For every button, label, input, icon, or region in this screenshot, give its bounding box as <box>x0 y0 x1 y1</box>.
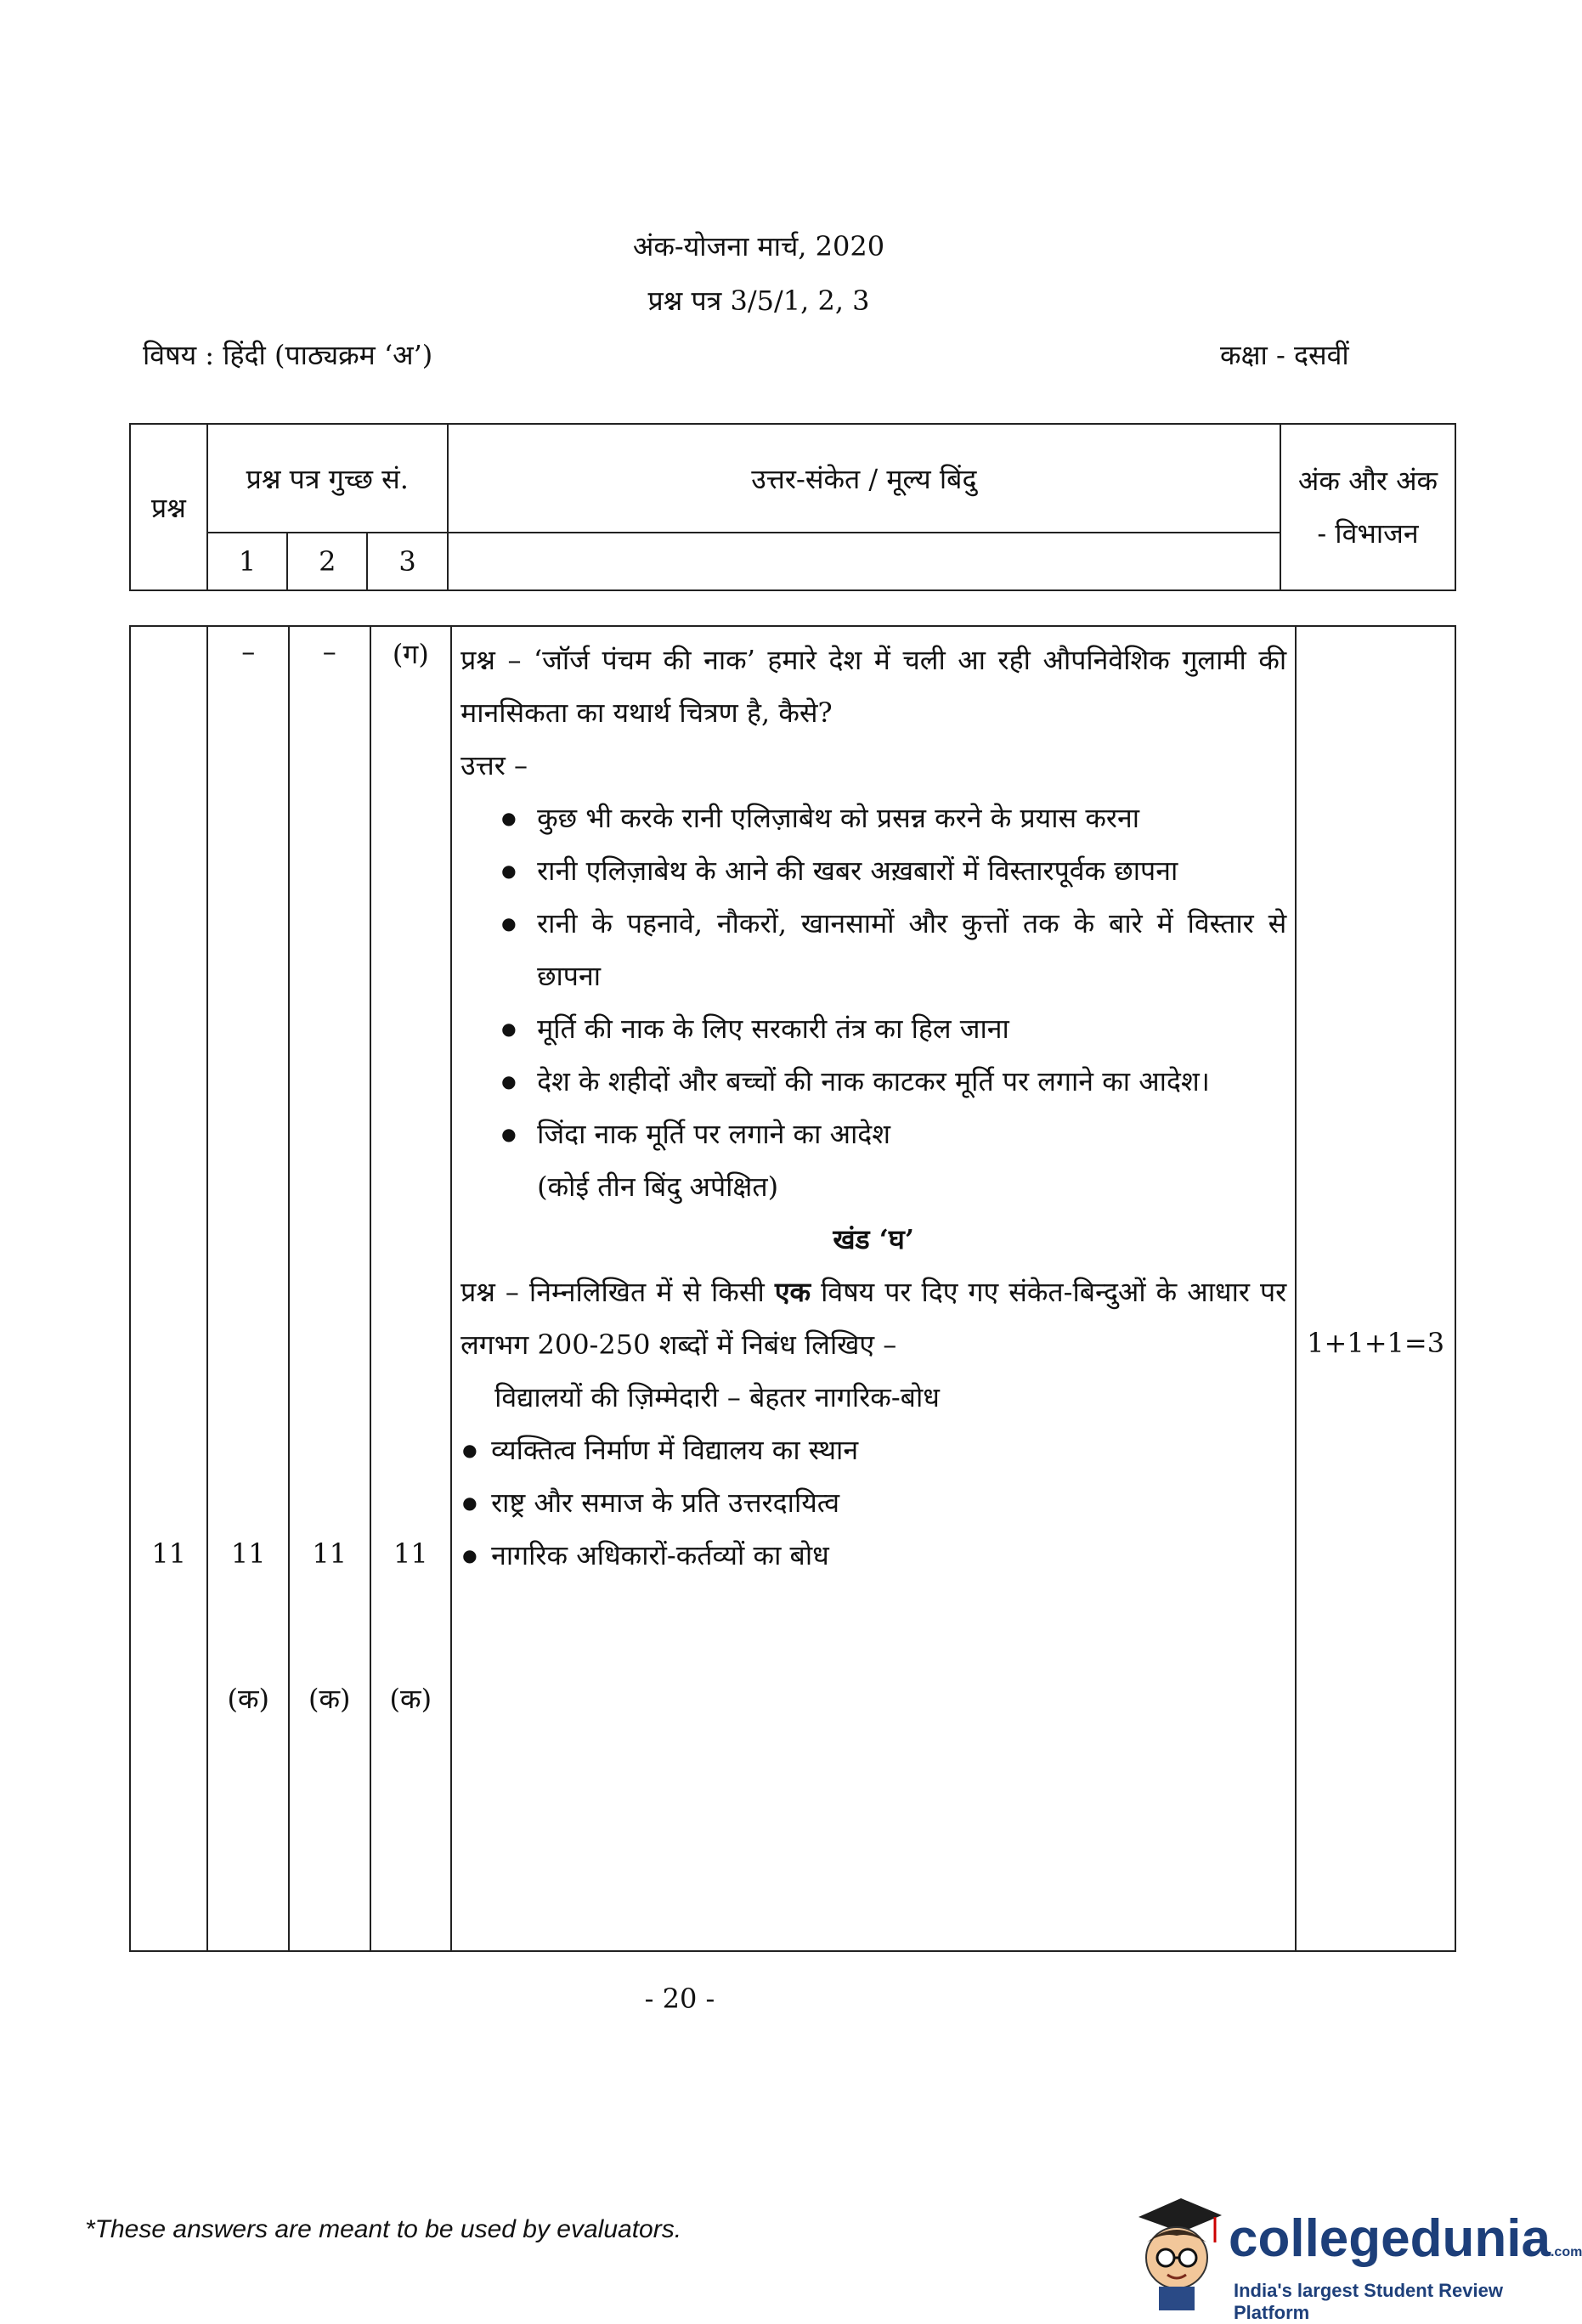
empty-answer-cell <box>448 533 1280 590</box>
marks-value: 1+1+1=3 <box>1307 1327 1445 1359</box>
scheme-title: अंक-योजना मार्च, 2020 <box>632 230 885 262</box>
col-marks-header: अंक और अंक - विभाजन <box>1280 424 1455 590</box>
subject-label: विषय : हिंदी (पाठ्यक्रम ‘अ’) <box>143 339 433 371</box>
answer-point: ● रानी के पहनावे, नौकरों, खानसामों और कुत्तों तक के बारे में विस्तार से छापना <box>500 897 1286 1002</box>
answer-table <box>129 625 1456 1952</box>
evaluator-note: *These answers are meant to be used by evaluators. <box>85 2215 682 2243</box>
answer-points <box>460 792 1286 1213</box>
set1-sub: (क) <box>227 1683 270 1715</box>
set2-number: 11 <box>312 1537 347 1570</box>
essay-question-post: विषय पर दिए गए संकेत-बिन्दुओं के आधार पर लगभग 200-250 शब्दों में निबंध लिखिए – <box>460 1276 1287 1361</box>
set-number-2: 2 <box>287 533 367 590</box>
set2-cell <box>289 626 370 1951</box>
col-question-header: प्रश्न <box>130 424 207 590</box>
set1-number: 11 <box>230 1537 266 1570</box>
set2-sub: (क) <box>308 1683 351 1715</box>
set3-block1: (ग) <box>392 638 429 670</box>
answer-point: ● रानी एलिज़ाबेथ के आने की खबर अख़बारों में विस्तारपूर्वक छापना <box>500 844 1286 897</box>
set3-cell <box>370 626 452 1951</box>
paper-code: प्रश्न पत्र 3/5/1, 2, 3 <box>647 285 870 317</box>
answer-cell <box>451 626 1296 1951</box>
essay-question-bold: एक <box>774 1276 811 1308</box>
answer-point: ● मूर्ति की नाक के लिए सरकारी तंत्र का हिल जाना <box>500 1002 1286 1055</box>
question-number: 11 <box>151 1537 187 1570</box>
marks-cell <box>1296 626 1455 1951</box>
set-number-3: 3 <box>367 533 447 590</box>
col-set-header: प्रश्न पत्र गुच्छ सं. <box>207 424 448 533</box>
answer-label: उत्तर – <box>460 749 528 781</box>
set1-block1: – <box>241 635 256 668</box>
mascot-icon <box>1130 2191 1223 2310</box>
set1-cell <box>207 626 289 1951</box>
mascot-logo <box>1130 2191 1223 2310</box>
essay-question <box>460 1266 1286 1371</box>
brand-logo <box>1229 2208 1582 2269</box>
brand-suffix: .com <box>1550 2245 1582 2259</box>
question-text: प्रश्न – ‘जॉर्ज पंचम की नाक’ हमारे देश में चली आ रही औपनिवेशिक गुलामी की मानसिकता का यथार्थ चित्रण है, कैसे? <box>460 644 1287 729</box>
brand-tagline: India's largest Student Review Platform <box>1234 2280 1503 2323</box>
answer-point: ● देश के शहीदों और बच्चों की नाक काटकर मूर्ति पर लगाने का आदेश। <box>500 1055 1286 1108</box>
set3-number: 11 <box>393 1537 428 1570</box>
set2-block1: – <box>322 635 336 668</box>
question-number-empty <box>131 627 206 1537</box>
essay-topic: विद्यालयों की ज़िम्मेदारी – बेहतर नागरिक-बोध <box>494 1381 940 1413</box>
set-number-1: 1 <box>207 533 287 590</box>
essay-question-pre: प्रश्न – निम्नलिखित में से किसी <box>460 1276 765 1308</box>
question-number-cell <box>130 626 207 1951</box>
page-number: - 20 - <box>644 1983 715 2015</box>
essay-point: ● राष्ट्र और समाज के प्रति उत्तरदायित्व <box>460 1476 1286 1529</box>
essay-point: ● नागरिक अधिकारों-कर्तव्यों का बोध <box>460 1529 1286 1582</box>
answer-note: (कोई तीन बिंदु अपेक्षित) <box>537 1170 779 1203</box>
essay-point: ● व्यक्तित्व निर्माण में विद्यालय का स्थान <box>460 1424 1286 1476</box>
set3-sub: (क) <box>389 1683 432 1715</box>
class-label: कक्षा - दसवीं <box>1220 339 1349 371</box>
header-table <box>129 423 1456 591</box>
section-heading: खंड ‘घ’ <box>833 1223 914 1255</box>
answer-point: ● जिंदा नाक मूर्ति पर लगाने का आदेश <box>500 1108 1286 1160</box>
answer-point: ● कुछ भी करके रानी एलिज़ाबेथ को प्रसन्न करने के प्रयास करना <box>500 792 1286 844</box>
brand-name: collegedunia <box>1229 2209 1551 2268</box>
col-answer-header: उत्तर-संकेत / मूल्य बिंदु <box>448 424 1280 533</box>
